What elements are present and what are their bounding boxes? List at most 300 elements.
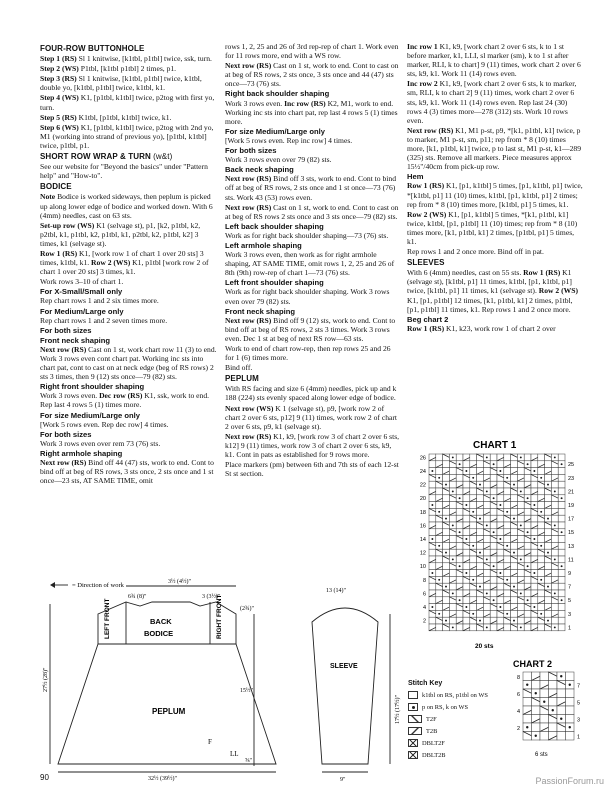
bind-off: Bind off.	[225, 363, 253, 373]
chart1-cell	[490, 488, 497, 495]
chart1-cell	[531, 576, 538, 583]
chart1-cell	[456, 474, 463, 481]
dim-sleeve-top: 13 (14)"	[326, 588, 346, 594]
chart1-cell	[511, 508, 518, 515]
right-front-shoulder-heading: Right front shoulder shaping	[40, 382, 145, 392]
chart1-cell	[517, 474, 524, 481]
peplum-row-1: Next row (WS) K 1 (selvage st), p9, [work row 2 of chart 2 over 6 sts, p12] 9 (11) times, work row 2 of chart 2 over 6 sts, p9, k1 (selvage st).	[225, 403, 398, 431]
chart1-cell	[497, 529, 504, 536]
chart1-cell	[531, 610, 538, 617]
chart1-cell	[490, 481, 497, 488]
chart1-cell	[504, 481, 511, 488]
chart1-purl-dot	[540, 579, 542, 581]
chart1-cell	[524, 549, 531, 556]
both-sizes-heading: For both sizes	[40, 325, 92, 335]
chart1-cell	[477, 542, 484, 549]
left-front-label: LEFT FRONT	[104, 598, 111, 639]
peplum-heading: PEPLUM	[225, 374, 259, 384]
chart1-cell	[443, 468, 450, 475]
chart1-purl-dot	[431, 538, 433, 540]
chart-2-row-labels-right	[577, 683, 580, 740]
chart1-cell	[483, 570, 490, 577]
chart1-cell	[456, 610, 463, 617]
chart1-cell	[511, 556, 518, 563]
chart1-cell	[443, 624, 450, 631]
chart-2	[505, 656, 587, 760]
chart1-cell	[511, 474, 518, 481]
chart1-cell	[449, 515, 456, 522]
chart1-cell	[551, 610, 558, 617]
chart1-purl-dot	[561, 531, 563, 533]
chart1-cell	[545, 474, 552, 481]
chart2-cell	[523, 715, 532, 724]
chart1-cell	[517, 495, 524, 502]
chart1-cell	[483, 597, 490, 604]
chart1-purl-dot	[533, 538, 535, 540]
chart1-cell	[456, 488, 463, 495]
chart1-cell	[443, 536, 450, 543]
chart1-cell	[531, 556, 538, 563]
chart1-purl-dot	[452, 558, 454, 560]
chart1-cell	[531, 522, 538, 529]
right-front-shoulder-text: Work 3 rows even. Dec row (RS) K1, ssk, work to end. Rep last 4 rows 5 (1) times more.	[40, 391, 210, 410]
chart1-cell	[436, 529, 443, 536]
chart1-cell	[483, 529, 490, 536]
chart1-cell	[551, 474, 558, 481]
column-3	[407, 42, 583, 334]
chart1-cell	[531, 583, 538, 590]
chart1-cell	[538, 624, 545, 631]
chart1-cell	[477, 522, 484, 529]
legend-item: DBLT2B	[408, 749, 508, 761]
chart1-cell	[443, 508, 450, 515]
chart1-cell	[470, 590, 477, 597]
chart1-cell	[470, 454, 477, 461]
chart1-cell	[490, 474, 497, 481]
chart1-cell	[551, 563, 558, 570]
direction-label: = Direction of work	[72, 582, 124, 589]
chart1-cell	[436, 495, 443, 502]
chart2-cell	[540, 689, 549, 698]
chart1-cell	[511, 522, 518, 529]
chart1-cell	[470, 624, 477, 631]
setup-row: Set-up row (WS) K1 (selvage st), p1, [k2, p1tbl, k2, p2tbl, k1, p1tbl, k2, p1tbl, k1, p2tbl, k2, p1tbl, k2] 3 times, k1 (selvage st).	[40, 220, 201, 248]
chart2-cell	[532, 723, 541, 732]
chart1-cell	[463, 495, 470, 502]
chart2-cell	[549, 672, 558, 681]
chart1-cell	[449, 536, 456, 543]
chart1-cell	[436, 617, 443, 624]
chart1-purl-dot	[561, 497, 563, 499]
chart1-purl-dot	[527, 531, 529, 533]
chart1-purl-dot	[445, 518, 447, 520]
chart1-cell	[456, 617, 463, 624]
sleeves-text: With 6 (4mm) needles, cast on 55 sts. Row 1 (RS) K1 (selvage st), [k1tbl, p1] 11 times, k1tbl, [p1, k1tbl, p1] twice, [k1tbl, p1] 11 times, k1 (selvage st). Row 2 (WS) K1, [p1, p1tbl] 12 times, [k1, p1tbl, k1] 2 times, p1tbl, [p1, p1tbl] 11 times, k1. Rep rows 1 and 2 once more.	[407, 268, 578, 314]
chart1-cell	[443, 488, 450, 495]
chart1-cell	[545, 461, 552, 468]
chart1-row-label: 2	[422, 618, 426, 625]
chart1-cell	[538, 604, 545, 611]
chart2-cell	[549, 689, 558, 698]
chart1-purl-dot	[520, 626, 522, 628]
chart1-cell	[456, 522, 463, 529]
chart1-cell	[436, 502, 443, 509]
chart1-purl-dot	[452, 626, 454, 628]
chart1-cell	[511, 570, 518, 577]
chart1-cell	[558, 468, 565, 475]
chart1-cell	[524, 474, 531, 481]
dim-height: 27½ (28)"	[43, 667, 49, 692]
chart1-cell	[477, 474, 484, 481]
chart1-cell	[545, 495, 552, 502]
legend-item: k1tbl on RS, p1tbl on WS	[408, 689, 508, 701]
chart1-purl-dot	[554, 490, 556, 492]
chart1-cell	[558, 570, 565, 577]
chart1-cell	[511, 454, 518, 461]
chart1-cell	[551, 461, 558, 468]
page-number: 90	[40, 773, 49, 782]
chart1-purl-dot	[547, 484, 549, 486]
chart1-cell	[497, 617, 504, 624]
chart1-purl-dot	[445, 484, 447, 486]
rbs-medium-large-text: [Work 5 rows even. Rep inc row] 4 times.	[225, 135, 353, 145]
chart1-purl-dot	[561, 599, 563, 601]
chart1-cell	[524, 610, 531, 617]
chart1-purl-dot	[445, 552, 447, 554]
chart1-cell	[436, 549, 443, 556]
chart1-purl-dot	[533, 572, 535, 574]
chart1-cell	[545, 610, 552, 617]
chart1-cell	[443, 570, 450, 577]
chart1-cell	[538, 556, 545, 563]
rfs-both-text: Work 3 rows even over rem 73 (76) sts.	[40, 438, 161, 448]
bodice-heading: BODICE	[40, 182, 72, 192]
chart1-cell	[558, 481, 565, 488]
chart1-cell	[436, 556, 443, 563]
chart1-cell	[504, 488, 511, 495]
chart1-cell	[443, 590, 450, 597]
chart2-row-label: 7	[577, 683, 581, 690]
chart1-purl-dot	[499, 606, 501, 608]
chart1-cell	[511, 529, 518, 536]
chart1-cell	[456, 454, 463, 461]
chart1-cell	[531, 495, 538, 502]
chart1-cell	[511, 488, 518, 495]
chart1-purl-dot	[554, 626, 556, 628]
chart1-cell	[538, 590, 545, 597]
bh-step-2: Step 2 (WS) P1tbl, [k1tbl p1tbl] 2 times, p1.	[40, 64, 177, 74]
chart1-purl-dot	[431, 606, 433, 608]
chart1-cell	[538, 515, 545, 522]
chart1-cell	[511, 610, 518, 617]
chart1-cell	[456, 502, 463, 509]
chart1-cell	[436, 481, 443, 488]
peplum-text: With RS facing and size 6 (4mm) needles, pick up and k 188 (224) sts evenly spaced along lower edge of bodice.	[225, 384, 397, 403]
chart1-cell	[524, 617, 531, 624]
chart2-cell	[557, 698, 566, 707]
chart1-cell	[531, 563, 538, 570]
chart1-cell	[470, 563, 477, 570]
xs-small-heading: For X-Small/Small only	[40, 287, 123, 297]
chart1-purl-dot	[486, 592, 488, 594]
chart1-purl-dot	[459, 599, 461, 601]
chart1-cell	[436, 570, 443, 577]
chart2-cell	[557, 689, 566, 698]
chart1-purl-dot	[465, 470, 467, 472]
chart1-cell	[490, 624, 497, 631]
chart1-cell	[545, 542, 552, 549]
chart1-purl-dot	[520, 558, 522, 560]
chart1-cell	[517, 563, 524, 570]
chart2-purl-dot	[569, 684, 571, 686]
k1tbl-swatch-icon	[408, 691, 418, 699]
hem-row-2: Row 2 (WS) K1, [p1, k1tbl] 5 times, *[k1, p1tbl, k1] twice, k1tbl, [p1, p1tbl] 11 (10) times; rep from * 8 (10) times more, [k1, p1tbl, k1] 2 times, [p1tbl, p1] 5 times, k1.	[407, 209, 578, 246]
chart1-cell	[463, 610, 470, 617]
chart1-purl-dot	[452, 592, 454, 594]
chart1-cell	[483, 502, 490, 509]
chart1-purl-dot	[493, 497, 495, 499]
chart1-purl-dot	[493, 599, 495, 601]
chart1-cell	[504, 570, 511, 577]
chart1-cell	[456, 515, 463, 522]
chart1-cell	[456, 590, 463, 597]
chart1-cell	[443, 563, 450, 570]
chart1-cell	[436, 590, 443, 597]
chart1-cell	[551, 542, 558, 549]
chart1-cell	[551, 529, 558, 536]
chart1-row-label: 19	[568, 503, 575, 510]
chart1-cell	[524, 570, 531, 577]
chart1-row-label: 8	[422, 577, 426, 584]
left-front-shoulder-heading: Left front shoulder shaping	[225, 278, 324, 288]
back-neck-text-a: Next row (RS) Bind off 3 sts, work to end. Cont to bind off at beg of RS rows, 2 sts once and 1 st once—73 (76) sts. Work 43 (53) rows even.	[225, 174, 397, 202]
chart1-cell	[558, 590, 565, 597]
chart1-purl-dot	[445, 620, 447, 622]
chart1-purl-dot	[527, 565, 529, 567]
chart1-purl-dot	[520, 456, 522, 458]
chart1-cell	[449, 549, 456, 556]
chart1-row-label: 10	[419, 564, 426, 571]
chart1-cell	[511, 590, 518, 597]
chart1-purl-dot	[520, 592, 522, 594]
chart1-cell	[545, 502, 552, 509]
chart1-cell	[517, 529, 524, 536]
chart1-purl-dot	[561, 463, 563, 465]
chart1-cell	[483, 481, 490, 488]
chart1-cell	[531, 542, 538, 549]
chart1-purl-dot	[499, 470, 501, 472]
dim-cuff: 9"	[340, 777, 346, 783]
chart1-cell	[470, 522, 477, 529]
chart1-row-label: 25	[568, 462, 575, 469]
chart1-purl-dot	[472, 545, 474, 547]
chart1-cell	[436, 604, 443, 611]
chart1-cell	[490, 576, 497, 583]
chart1-cell	[538, 549, 545, 556]
chart1-purl-dot	[452, 490, 454, 492]
chart1-cell	[504, 454, 511, 461]
chart1-cell	[463, 522, 470, 529]
chart1-cell	[443, 474, 450, 481]
chart1-cell	[517, 508, 524, 515]
chart1-purl-dot	[438, 511, 440, 513]
chart1-cell	[497, 461, 504, 468]
chart1-cell	[497, 454, 504, 461]
dim-hem: ⅝"	[245, 758, 252, 764]
chart1-cell	[449, 468, 456, 475]
chart1-cell	[558, 515, 565, 522]
chart1-cell	[477, 461, 484, 468]
chart1-cell	[497, 610, 504, 617]
chart1-purl-dot	[493, 531, 495, 533]
chart1-cell	[511, 576, 518, 583]
chart-1-row-labels-left	[420, 455, 426, 624]
chart2-purl-dot	[526, 684, 528, 686]
chart1-purl-dot	[527, 463, 529, 465]
chart1-cell	[511, 624, 518, 631]
chart1-purl-dot	[438, 579, 440, 581]
chart1-cell	[456, 576, 463, 583]
chart1-cell	[524, 576, 531, 583]
chart1-cell	[470, 495, 477, 502]
chart1-row-label: 16	[419, 523, 426, 530]
chart1-cell	[449, 481, 456, 488]
chart1-cell	[558, 536, 565, 543]
chart1-cell	[463, 474, 470, 481]
chart1-cell	[429, 461, 436, 468]
chart1-cell	[483, 461, 490, 468]
chart1-purl-dot	[547, 552, 549, 554]
legend-item: T2F	[408, 713, 508, 725]
right-front-label: RIGHT FRONT	[216, 594, 223, 639]
armhole-continued: rows 1, 2, 25 and 26 of 3rd rep-rep of chart 1. Work even for 11 rows more, end with a WS row.	[225, 42, 399, 61]
chart1-cell	[538, 583, 545, 590]
chart1-cell	[524, 604, 531, 611]
chart1-cell	[449, 576, 456, 583]
chart1-cell	[429, 481, 436, 488]
chart1-cell	[463, 617, 470, 624]
bodice-note: Note Bodice is worked sideways, then peplum is picked up along lower edge of bodice and worked down. With 6 (4mm) needles, cast on 63 sts.	[40, 192, 213, 220]
chart1-cell	[449, 508, 456, 515]
chart1-cell	[456, 604, 463, 611]
chart1-cell	[490, 617, 497, 624]
chart1-purl-dot	[533, 606, 535, 608]
chart1-purl-dot	[540, 545, 542, 547]
chart1-cell	[558, 454, 565, 461]
chart1-cell	[551, 495, 558, 502]
chart1-cell	[558, 474, 565, 481]
chart1-cell	[477, 529, 484, 536]
chart1-cell	[517, 583, 524, 590]
chart1-purl-dot	[540, 511, 542, 513]
chart2-cell	[549, 698, 558, 707]
chart1-purl-dot	[479, 586, 481, 588]
chart1-cell	[443, 461, 450, 468]
bodice-label: BODICE	[144, 629, 174, 638]
chart1-cell	[517, 536, 524, 543]
chart1-cell	[517, 461, 524, 468]
chart2-purl-dot	[526, 726, 528, 728]
chart2-cell	[540, 732, 549, 741]
chart-2-title: CHART 2	[513, 659, 553, 669]
chart1-cell	[524, 508, 531, 515]
chart1-row-label: 24	[419, 469, 426, 476]
chart2-row-label: 4	[516, 708, 520, 715]
chart1-purl-dot	[452, 524, 454, 526]
chart1-purl-dot	[486, 524, 488, 526]
chart1-cell	[443, 529, 450, 536]
chart1-row-label: 17	[568, 516, 575, 523]
peplum-place-markers: Place markers (pm) between 6th and 7th sts of each 12-st St st section.	[225, 460, 399, 479]
chart1-cell	[483, 536, 490, 543]
chart1-purl-dot	[479, 518, 481, 520]
chart1-cell	[517, 515, 524, 522]
chart1-cell	[551, 570, 558, 577]
chart1-purl-dot	[459, 565, 461, 567]
chart1-cell	[436, 536, 443, 543]
chart1-row-label: 13	[568, 543, 575, 550]
chart1-cell	[551, 576, 558, 583]
chart1-cell	[558, 522, 565, 529]
chart1-cell	[504, 563, 511, 570]
chart1-cell	[524, 590, 531, 597]
chart1-purl-dot	[486, 456, 488, 458]
bh-step-1: Step 1 (RS) Sl 1 knitwise, [k1tbl, p1tbl] twice, ssk, turn.	[40, 54, 212, 64]
chart1-cell	[531, 488, 538, 495]
chart1-purl-dot	[520, 490, 522, 492]
chart1-cell	[538, 529, 545, 536]
chart1-cell	[504, 556, 511, 563]
chart1-row-label: 15	[568, 530, 575, 537]
chart1-cell	[524, 481, 531, 488]
chart1-purl-dot	[438, 477, 440, 479]
chart2-purl-dot	[535, 735, 537, 737]
chart2-cell	[532, 681, 541, 690]
chart1-purl-dot	[540, 477, 542, 479]
chart1-cell	[531, 597, 538, 604]
chart1-cell	[545, 468, 552, 475]
chart1-cell	[456, 556, 463, 563]
chart1-purl-dot	[486, 490, 488, 492]
chart1-cell	[456, 481, 463, 488]
stitch-key-title: Stitch Key	[408, 680, 443, 687]
chart2-cell	[557, 681, 566, 690]
chart1-cell	[483, 576, 490, 583]
chart1-cell	[463, 563, 470, 570]
chart1-cell	[531, 454, 538, 461]
chart1-cell	[463, 549, 470, 556]
chart1-purl-dot	[479, 484, 481, 486]
chart1-cell	[517, 604, 524, 611]
chart1-cell	[429, 597, 436, 604]
chart1-cell	[483, 563, 490, 570]
chart1-cell	[490, 570, 497, 577]
dim-side: 15½"	[240, 688, 253, 694]
chart1-cell	[558, 549, 565, 556]
hem-repeat: Rep rows 1 and 2 once more. Bind off in pat.	[407, 247, 544, 257]
chart1-cell	[545, 590, 552, 597]
chart1-purl-dot	[486, 558, 488, 560]
chart1-cell	[511, 563, 518, 570]
chart2-row-label: 3	[577, 717, 581, 724]
chart1-purl-dot	[506, 545, 508, 547]
garment-schematic	[40, 574, 406, 784]
chart-1-row-labels-right	[568, 462, 574, 631]
chart1-cell	[443, 576, 450, 583]
chart-1	[405, 436, 585, 656]
legend-item: T2B	[408, 725, 508, 737]
sleeve-outline	[312, 608, 378, 764]
